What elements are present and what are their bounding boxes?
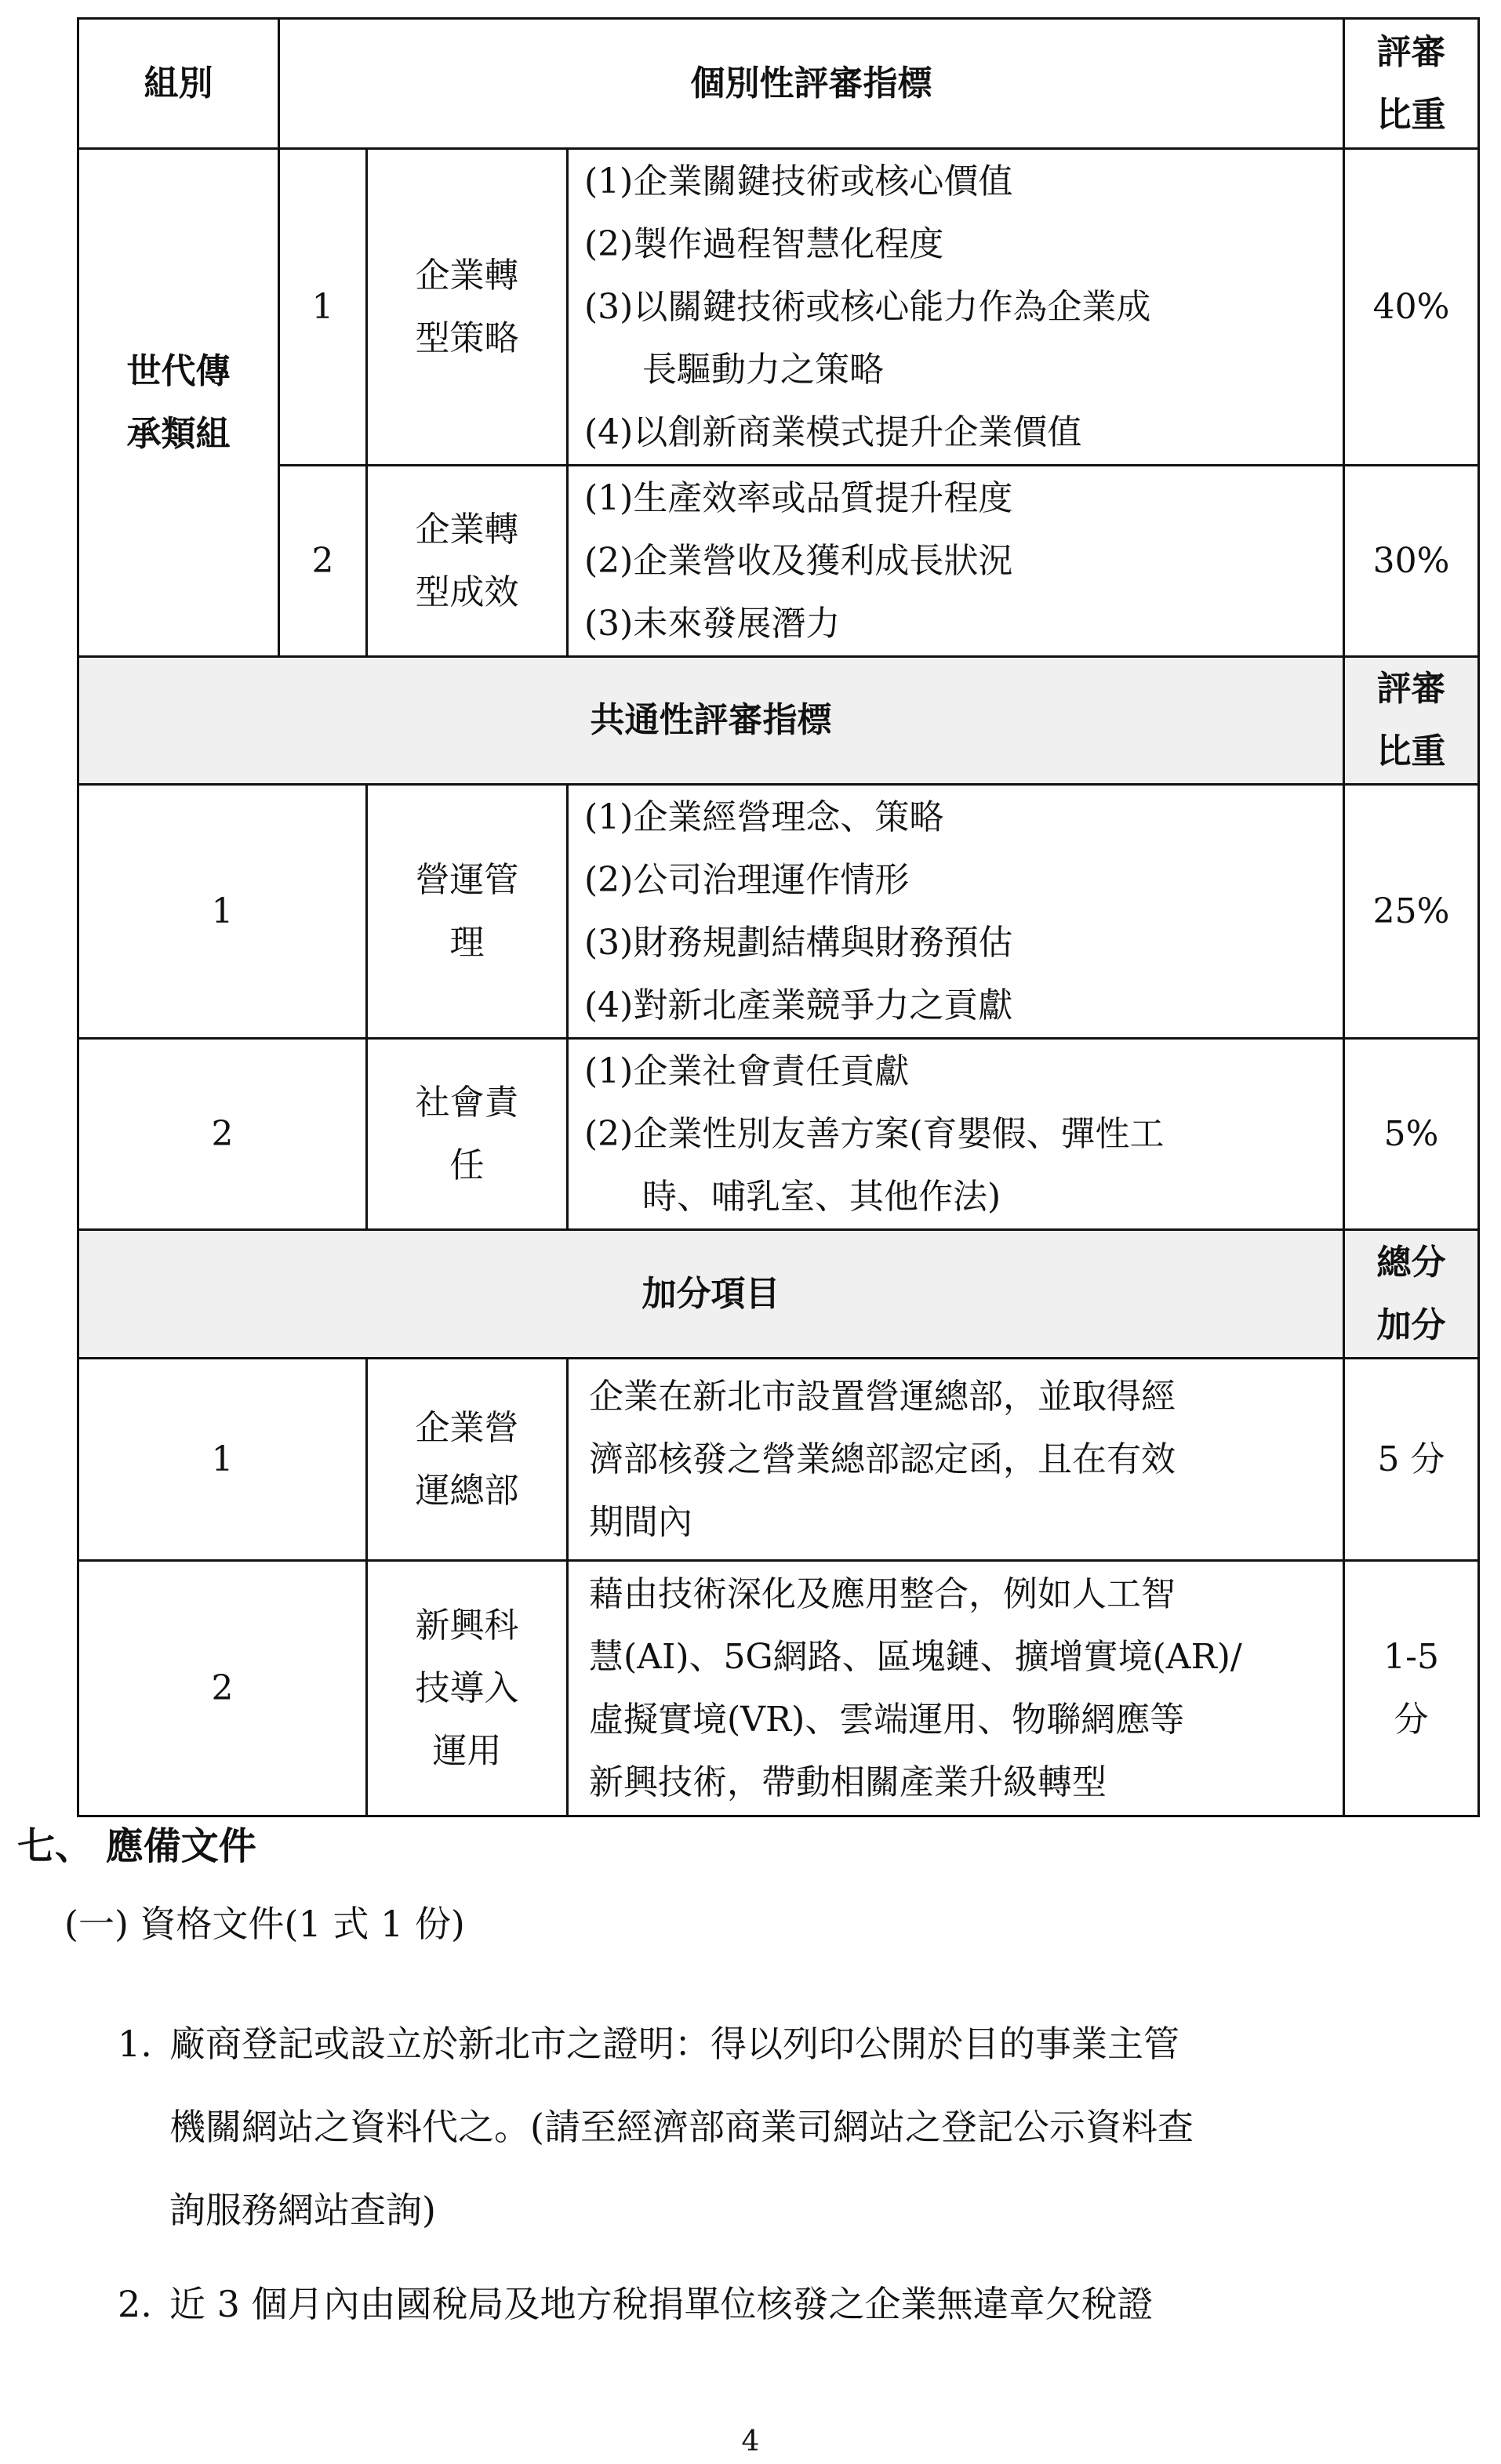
table-row: [78, 466, 1479, 657]
weight-value: 40%: [1344, 149, 1479, 466]
common-header: 共通性評審指標: [78, 657, 1344, 785]
weight-value: 25%: [1344, 785, 1479, 1039]
criteria-list: (1)企業關鍵技術或核心價值 (2)製作過程智慧化程度 (3)以關鍵技術或核心能力作為企業成 長驅動力之策略 (4)以創新商業模式提升企業價值: [568, 149, 1344, 466]
item-number: 2.: [118, 2283, 152, 2325]
table-row: [78, 1561, 1479, 1816]
section-title: 七、 應備文件: [17, 1824, 256, 1868]
bonus-header: 加分項目: [78, 1230, 1344, 1359]
bonus-name: 企業營 運總部: [367, 1359, 568, 1561]
bonus-score: 1-5 分: [1344, 1561, 1479, 1816]
evaluation-table: [77, 17, 1480, 1817]
bonus-score: 5 分: [1344, 1359, 1479, 1561]
weight-header: 評審 比重: [1344, 657, 1479, 785]
weight-value: 30%: [1344, 466, 1479, 657]
score-header: 總分 加分: [1344, 1230, 1479, 1359]
criteria-list: (1)生產效率或品質提升程度 (2)企業營收及獲利成長狀況 (3)未來發展潛力: [568, 466, 1344, 657]
list-item: 1. 廠商登記或設立於新北市之證明：得以列印公開於目的事業主管 機關網站之資料代之。(請至經濟部商業司網站之登記公示資料查 詢服務網站查詢): [118, 2002, 1404, 2252]
indicator-name: 社會責 任: [367, 1039, 568, 1230]
bonus-description: 企業在新北市設置營運總部，並取得經 濟部核發之營業總部認定函，且在有效 期間內: [568, 1359, 1344, 1561]
group-name: 世代傳 承類組: [78, 149, 279, 657]
indicator-name: 營運管 理: [367, 785, 568, 1039]
table-row: [78, 1359, 1479, 1561]
table-row: [78, 1039, 1479, 1230]
row-number: 2: [78, 1039, 367, 1230]
table-row: [78, 149, 1479, 466]
individual-header: 個別性評審指標: [279, 19, 1344, 149]
page-number: 4: [741, 2426, 760, 2458]
bonus-description: 藉由技術深化及應用整合，例如人工智 慧(AI)、5G網路、區塊鏈、擴增實境(AR)/ 虛擬實境(VR)、雲端運用、物聯網應等 新興技術，帶動相關產業升級轉型: [568, 1561, 1344, 1816]
weight-value: 5%: [1344, 1039, 1479, 1230]
indicator-name: 企業轉 型策略: [367, 149, 568, 466]
bonus-header-row: [78, 1230, 1479, 1359]
common-header-row: [78, 657, 1479, 785]
criteria-list: (1)企業社會責任貢獻 (2)企業性別友善方案(育嬰假、彈性工 時、哺乳室、其他作法): [568, 1039, 1344, 1230]
criteria-list: (1)企業經營理念、策略 (2)公司治理運作情形 (3)財務規劃結構與財務預估 (4)對新北產業競爭力之貢獻: [568, 785, 1344, 1039]
weight-header: 評審 比重: [1344, 19, 1479, 149]
row-number: 1: [279, 149, 367, 466]
item-number: 1.: [118, 2023, 152, 2065]
group-header: 組別: [78, 19, 279, 149]
indicator-name: 企業轉 型成效: [367, 466, 568, 657]
row-number: 1: [78, 785, 367, 1039]
bonus-name: 新興科 技導入 運用: [367, 1561, 568, 1816]
row-number: 2: [279, 466, 367, 657]
list-item: 2. 近 3 個月內由國稅局及地方稅捐單位核發之企業無違章欠稅證: [118, 2263, 1404, 2346]
row-number: 1: [78, 1359, 367, 1561]
subsection-title: (一) 資格文件(1 式 1 份): [64, 1903, 465, 1945]
table-row: [78, 785, 1479, 1039]
row-number: 2: [78, 1561, 367, 1816]
table-header-row: [78, 19, 1479, 149]
